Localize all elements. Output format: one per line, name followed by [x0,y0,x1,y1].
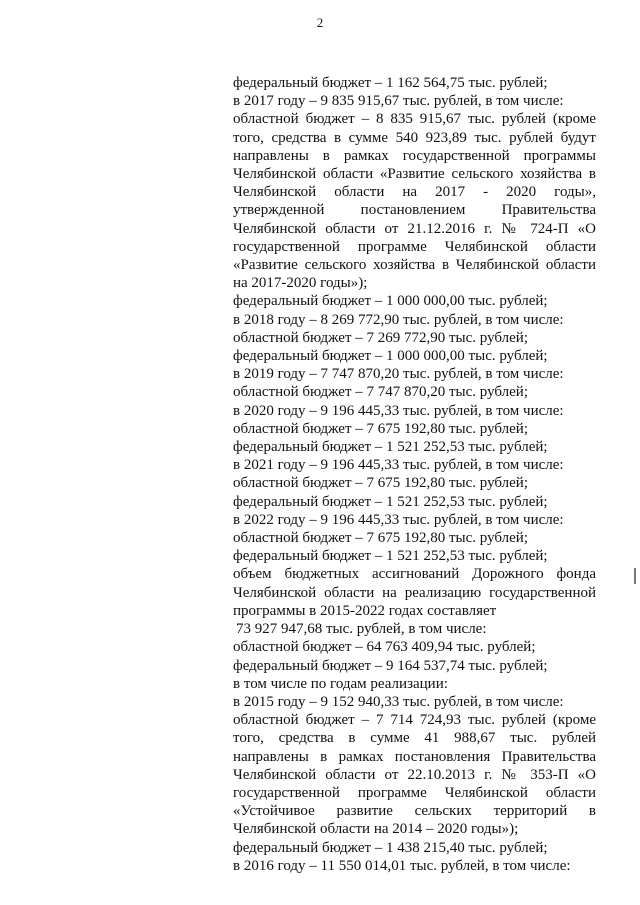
paragraph-federal-2015: федеральный бюджет – 1 438 215,40 тыс. рублей; [233,839,548,856]
paragraph-total-2015: в 2015 году – 9 152 940,33 тыс. рублей, в том числе: [233,693,564,710]
paragraph-regional-2019: областной бюджет – 7 747 870,20 тыс. рублей; [233,384,528,401]
paragraph-total-2022: в 2022 году – 9 196 445,33 тыс. рублей, в том числе: [233,511,564,528]
paragraph-road-fund-federal: федеральный бюджет – 9 164 537,74 тыс. рублей; [233,657,548,674]
margin-mark [634,568,636,584]
paragraph-regional-2022: областной бюджет – 7 675 192,80 тыс. рублей; [233,530,528,547]
paragraph-total-2018: в 2018 году – 8 269 772,90 тыс. рублей, в том числе: [233,311,564,328]
paragraph-regional-2018: областной бюджет – 7 269 772,90 тыс. рублей; [233,329,528,346]
paragraph-total-2021: в 2021 году – 9 196 445,33 тыс. рублей, в том числе: [233,457,564,474]
document-body [233,74,596,875]
paragraph-regional-2015: областной бюджет – 7 714 724,93 тыс. рублей (кроме того, средства в сумме 41 988,67 тыс. рублей направлены в рамках постановления Правительства Челябинской области от 22.10.2013 г. № 353-П «О государственной программе Челябинской области «Устойчивое развитие сельских территорий в Челябинской области на 2014 – 2020 годы»); [233,712,596,838]
paragraph-federal-2018: федеральный бюджет – 1 000 000,00 тыс. рублей; [233,348,548,365]
paragraph-by-years-heading: в том числе по годам реализации: [233,675,448,692]
paragraph-federal-2020: федеральный бюджет – 1 521 252,53 тыс. рублей; [233,439,548,456]
paragraph-federal-2021: федеральный бюджет – 1 521 252,53 тыс. рублей; [233,493,548,510]
paragraph-road-fund-regional: областной бюджет – 64 763 409,94 тыс. рублей; [233,639,536,656]
paragraph-regional-2020: областной бюджет – 7 675 192,80 тыс. рублей; [233,420,528,437]
paragraph-federal-2017: федеральный бюджет – 1 000 000,00 тыс. рублей; [233,293,548,310]
paragraph-total-2016: в 2016 году – 11 550 014,01 тыс. рублей, в том числе: [233,857,571,874]
paragraph-total-2019: в 2019 году – 7 747 870,20 тыс. рублей, в том числе: [233,366,564,383]
paragraph-road-fund-total: 73 927 947,68 тыс. рублей, в том числе: [236,621,487,638]
paragraph-regional-2021: областной бюджет – 7 675 192,80 тыс. рублей; [233,475,528,492]
paragraph-federal-2016: федеральный бюджет – 1 162 564,75 тыс. рублей; [233,75,548,91]
paragraph-road-fund-volume: объем бюджетных ассигнований Дорожного фонда Челябинской области на реализацию государственной программы в 2015-2022 годах составляет [233,566,596,619]
page-number: 2 [316,15,324,30]
paragraph-total-2017: в 2017 году – 9 835 915,67 тыс. рублей, в том числе: [233,93,564,110]
paragraph-regional-2017: областной бюджет – 8 835 915,67 тыс. рублей (кроме того, средства в сумме 540 923,89 тыс. рублей будут направлены в рамках государственной программы Челябинской области «Развитие сельского хозяйства в Челябинской области на 2017 - 2020 годы», утвержденной постановлением Правительства Челябинской области от 21.12.2016 г. № 724-П «О государственной программе Челябинской области «Развитие сельского хозяйства в Челябинской области на 2017-2020 годы»); [233,111,596,292]
paragraph-total-2020: в 2020 году – 9 196 445,33 тыс. рублей, в том числе: [233,402,564,419]
paragraph-federal-2022: федеральный бюджет – 1 521 252,53 тыс. рублей; [233,548,548,565]
